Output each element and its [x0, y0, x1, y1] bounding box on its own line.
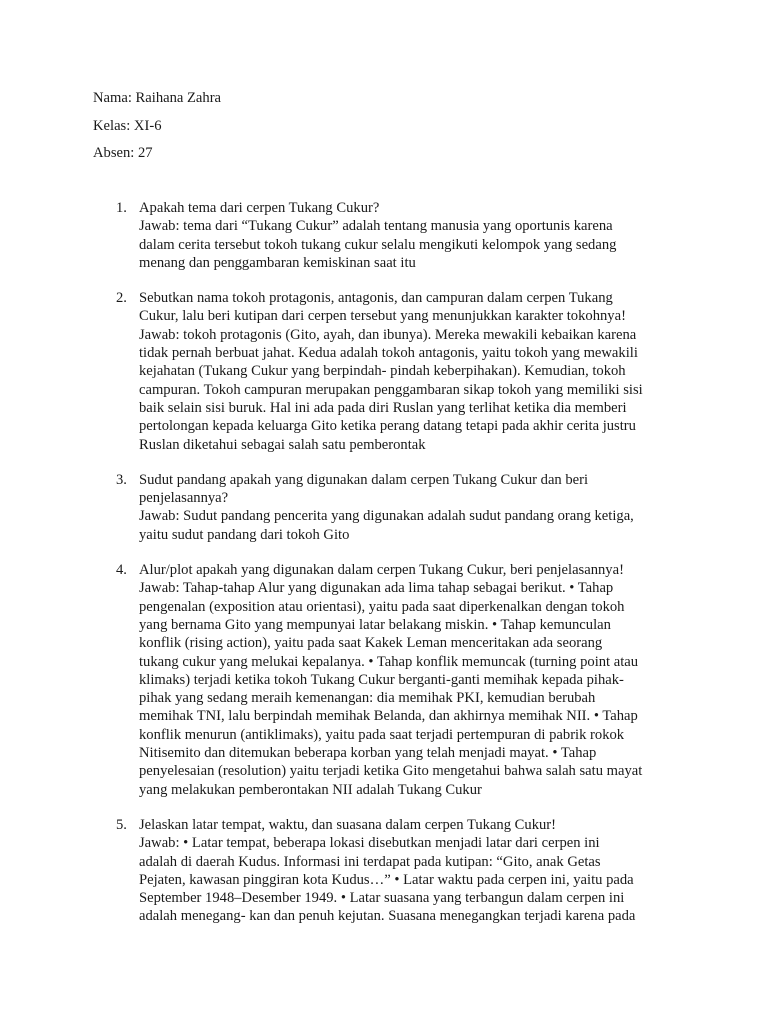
question-text: Apakah tema dari cerpen Tukang Cukur? — [139, 200, 380, 216]
answer-line: yang bernama Gito yang mempunyai latar belakang miskin. • Tahap kemunculan — [139, 616, 611, 633]
question-item-4 — [0, 561, 768, 799]
answer-line: penyelesaian (resolution) yaitu terjadi ketika Gito mengetahui bahwa salah satu mayat — [139, 763, 643, 780]
answer-line: tidak pernah berbuat jahat. Kedua adalah tokoh antagonis, yaitu tokoh yang mewakili — [139, 345, 638, 362]
answer-line: Jawab: tokoh protagonis (Gito, ayah, dan ibunya). Mereka mewakili kebaikan karena — [139, 326, 637, 343]
answer-line: dalam cerita tersebut tokoh tukang cukur selalu mengikuti kelompok yang sedang — [139, 236, 617, 253]
answer-line: tukang cukur yang melukai kepalanya. • Tahap konflik memuncak (turning point atau — [139, 653, 639, 670]
answer-line: Jawab: Sudut pandang pencerita yang digunakan adalah sudut pandang orang ketiga, — [139, 508, 634, 525]
answer-line: September 1948–Desember 1949. • Latar suasana yang terbangun dalam cerpen ini — [139, 890, 625, 907]
answer-line: Jawab: Tahap-tahap Alur yang digunakan ada lima tahap sebagai berikut. • Tahap — [139, 580, 614, 597]
answer-line: pihak yang sedang meraih kemenangan: dia memihak PKI, kemudian berubah — [139, 690, 596, 707]
question-text: Alur/plot apakah yang digunakan dalam cerpen Tukang Cukur, beri penjelasannya! — [139, 562, 624, 579]
answer-line: Ruslan diketahui sebagai salah satu pemberontak — [139, 436, 426, 453]
answer-line: klimaks) terjadi ketika tokoh Tukang Cukur berganti-ganti memihak kepada pihak- — [139, 671, 624, 688]
question-number: 1. — [116, 200, 127, 216]
answer-line: baik selain sisi buruk. Hal ini ada pada diri Ruslan yang terlihat ketika dia memberi — [139, 399, 627, 416]
question-item-2 — [0, 289, 768, 454]
answer-line: Jawab: tema dari “Tukang Cukur” adalah tentang manusia yang oportunis karena — [139, 218, 613, 235]
answer-line: Pejaten, kawasan pinggiran kota Kudus…” • Latar waktu pada cerpen ini, yaitu pada — [139, 871, 634, 888]
question-text: penjelasannya? — [139, 490, 229, 507]
question-list — [0, 199, 768, 943]
answer-line: kejahatan (Tukang Cukur yang berpindah- pindah keberpihakan). Kemudian, tokoh — [139, 363, 626, 380]
answer-line: Jawab: • Latar tempat, beberapa lokasi disebutkan menjadi latar dari cerpen ini — [139, 835, 600, 852]
answer-line: memihak TNI, lalu berpindah memihak Belanda, dan akhirnya memihak NII. • Tahap — [139, 708, 638, 725]
student-attendance-number: Absen: 27 — [93, 145, 153, 161]
question-item-1 — [0, 199, 768, 272]
student-class: Kelas: XI-6 — [93, 118, 162, 134]
question-body — [139, 199, 673, 272]
answer-line: Nitisemito dan ditemukan beberapa korban yang telah menjadi mayat. • Tahap — [139, 745, 597, 762]
question-number: 3. — [116, 471, 127, 488]
question-text: Cukur, lalu beri kutipan dari cerpen tersebut yang menunjukkan karakter tokohnya! — [139, 308, 626, 325]
student-name: Nama: Raihana Zahra — [93, 90, 222, 106]
answer-line: konflik (rising action), yaitu pada saat Kakek Leman menceritakan ada seorang — [139, 635, 603, 652]
answer-line: pertolongan kepada keluarga Gito ketika perang datang tetapi pada akhir cerita justru — [139, 418, 636, 435]
question-body — [139, 561, 673, 799]
answer-line: adalah di daerah Kudus. Informasi ini terdapat pada kutipan: “Gito, anak Getas — [139, 853, 601, 870]
question-body — [139, 471, 673, 544]
question-text: Jelaskan latar tempat, waktu, dan suasana dalam cerpen Tukang Cukur! — [139, 816, 557, 833]
answer-line: campuran. Tokoh campuran merupakan penggambaran sikap tokoh yang memiliki sisi — [139, 381, 643, 398]
question-number: 2. — [116, 290, 127, 307]
answer-line: yaitu sudut pandang dari tokoh Gito — [139, 526, 350, 543]
answer-line: menang dan penggambaran kemiskinan saat itu — [139, 254, 416, 271]
answer-line: adalah menegang- kan dan penuh kejutan. Suasana menegangkan terjadi karena pada — [139, 908, 636, 925]
question-text: Sudut pandang apakah yang digunakan dalam cerpen Tukang Cukur dan beri — [139, 471, 589, 488]
answer-line: yang melakukan pemberontakan NII adalah Tukang Cukur — [139, 781, 482, 798]
question-body — [139, 289, 673, 454]
answer-line: konflik menurun (antiklimaks), yaitu pada saat terjadi pertempuran di pabrik rokok — [139, 726, 625, 743]
question-body — [139, 816, 673, 926]
answer-line: pengenalan (exposition atau orientasi), yaitu pada saat diperkenalkan dengan tokoh — [139, 598, 625, 615]
question-item-5 — [0, 816, 768, 926]
question-text: Sebutkan nama tokoh protagonis, antagonis, dan campuran dalam cerpen Tukang — [139, 290, 613, 307]
question-item-3 — [0, 471, 768, 544]
question-number: 4. — [116, 562, 127, 579]
question-number: 5. — [116, 816, 127, 833]
